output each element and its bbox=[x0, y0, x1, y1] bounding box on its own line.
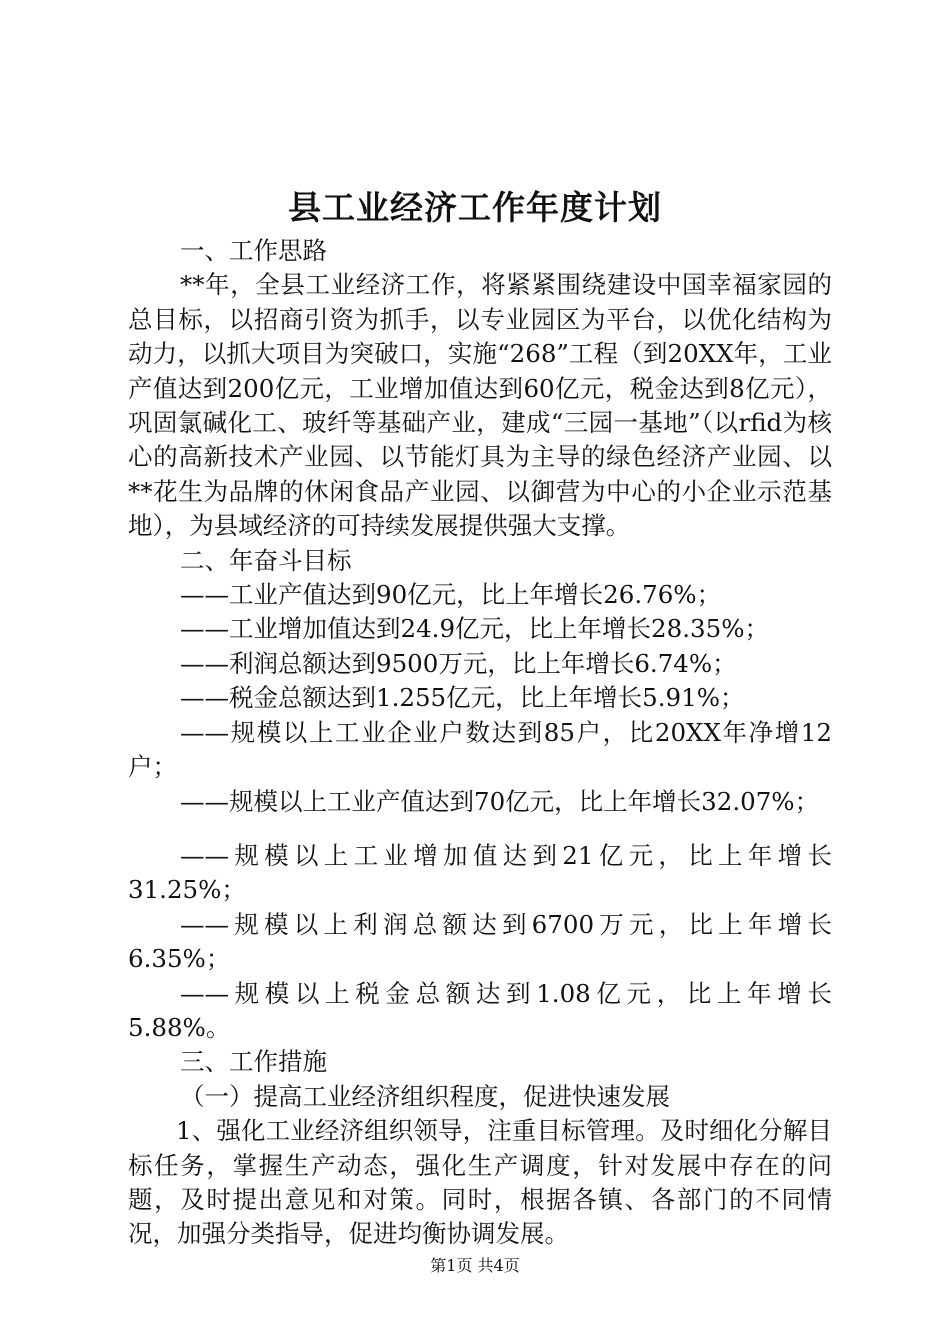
goal-item-line: 6.35%； bbox=[128, 944, 231, 974]
goal-item: ——规模以上工业企业户数达到85户，比20XX年净增12户； bbox=[128, 717, 832, 782]
goal-item bbox=[128, 908, 832, 977]
paragraph-work-approach: **年，全县工业经济工作，将紧紧围绕建设中国幸福家园的总目标，以招商引资为抓手，以专业园区为平台，以优化结构为动力，以抓大项目为突破口，实施“268”工程（到20XX年，工业产值达到200亿元，工业增加值达到60亿元，税金达到8亿元），巩固氯碱化工、玻纤等基础产业，建成“三园一基地”（以rfid为核心的高新技术产业园、以节能灯具为主导的绿色经济产业园、以**花生为品牌的休闲食品产业园、以御营为中心的小企业示范基地），为县域经济的可持续发展提供强大支撑。 bbox=[128, 270, 832, 541]
section-heading-1: 一、工作思路 bbox=[180, 236, 327, 265]
goal-item-line: ——规模以上工业增加值达到21亿元，比上年增长 bbox=[180, 840, 832, 870]
page-footer: 第1页 共4页 bbox=[430, 1256, 520, 1275]
goal-item: ——税金总额达到1.255亿元，比上年增长5.91%； bbox=[180, 683, 745, 713]
goal-item: ——工业产值达到90亿元，比上年增长26.76%； bbox=[180, 580, 722, 610]
document-title: 县工业经济工作年度计划 bbox=[288, 188, 662, 227]
goal-item-line: 5.88%。 bbox=[128, 1012, 231, 1042]
goal-item: ——利润总额达到9500万元，比上年增长6.74%； bbox=[180, 648, 737, 678]
section-heading-3: 三、工作措施 bbox=[180, 1047, 327, 1077]
goal-item: ——规模以上工业产值达到70亿元，比上年增长32.07%； bbox=[180, 786, 820, 816]
goal-item bbox=[128, 839, 832, 908]
document-body bbox=[128, 234, 832, 1252]
sub-heading-1: （一）提高工业经济组织程度，促进快速发展 bbox=[180, 1081, 670, 1111]
goal-item-line: ——规模以上利润总额达到6700万元，比上年增长 bbox=[180, 909, 832, 939]
goal-item-line: ——规模以上税金总额达到1.08亿元，比上年增长 bbox=[180, 978, 832, 1008]
paragraph-measure-1: 1、强化工业经济组织领导，注重目标管理。及时细化分解目标任务，掌握生产动态，强化生产调度，针对发展中存在的问题，及时提出意见和对策。同时，根据各镇、各部门的不同情况，加强分类指导，促进均衡协调发展。 bbox=[128, 1116, 832, 1249]
goal-item-line: 31.25%； bbox=[128, 875, 246, 905]
goal-item bbox=[128, 977, 832, 1046]
goal-item: ——工业增加值达到24.9亿元，比上年增长28.35%； bbox=[180, 614, 769, 644]
section-heading-2: 二、年奋斗目标 bbox=[180, 545, 352, 575]
spacer bbox=[128, 819, 832, 839]
